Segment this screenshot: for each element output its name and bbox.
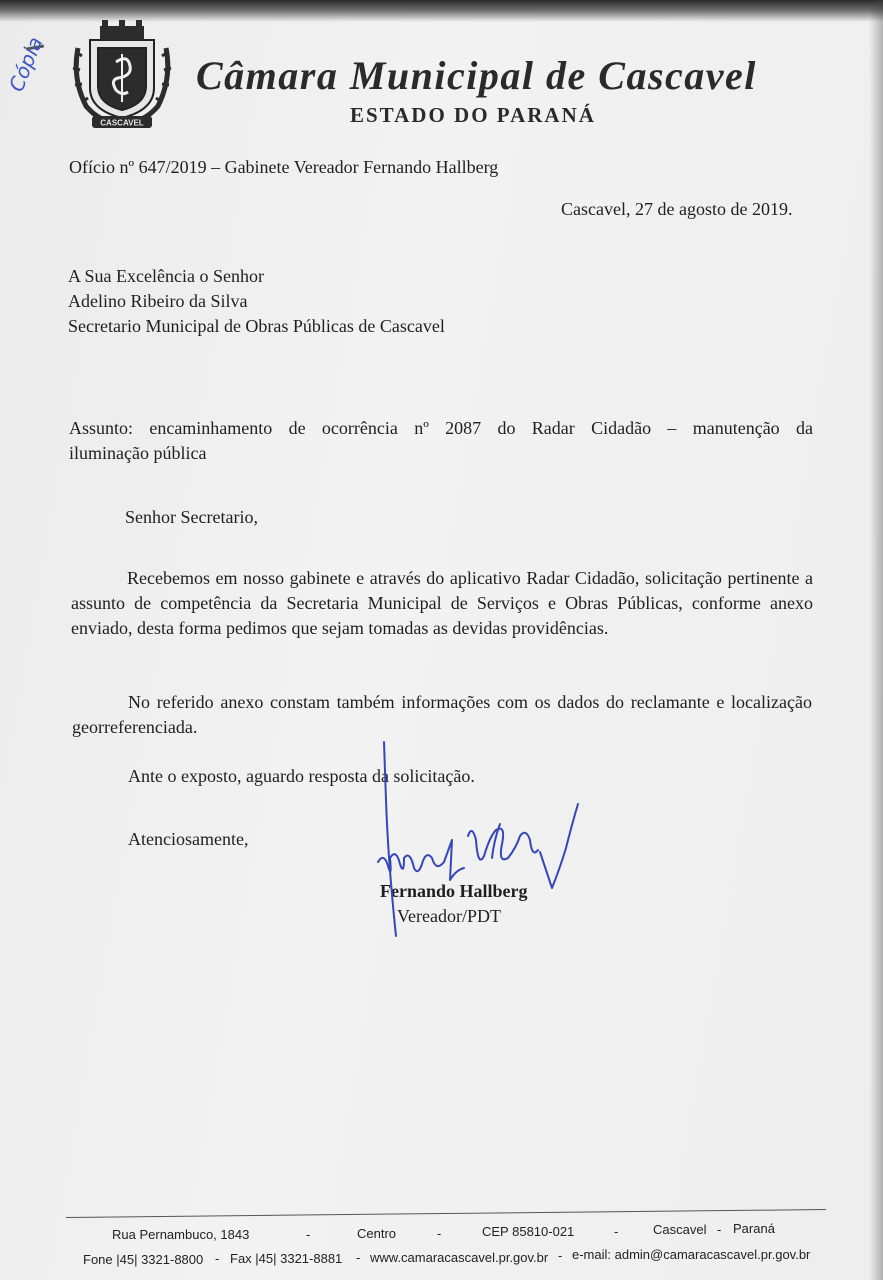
handwritten-note: Cópia xyxy=(4,33,48,95)
body-paragraph-3: Ante o exposto, aguardo resposta da solicitação. xyxy=(128,766,475,786)
footer-city: Cascavel xyxy=(653,1222,707,1237)
footer-separator: - xyxy=(717,1222,722,1237)
footer-separator: - xyxy=(614,1224,619,1239)
footer-separator: - xyxy=(437,1226,442,1241)
subject-line-1: Assunto: encaminhamento de ocorrência nº 2087 do Radar Cidadão – manutenção da xyxy=(69,418,813,438)
subject-line-2: iluminação pública xyxy=(69,443,207,463)
footer-address: Rua Pernambuco, 1843 xyxy=(112,1227,250,1242)
handwritten-signature xyxy=(360,740,600,950)
signer-title: Vereador/PDT xyxy=(397,906,501,926)
body-paragraph-2: No referido anexo constam também informações com os dados do reclamante e localização georreferenciada. xyxy=(72,692,812,737)
footer-website: www.camaracascavel.pr.gov.br xyxy=(370,1250,549,1265)
municipal-crest-icon xyxy=(70,18,174,130)
footer-separator: - xyxy=(558,1248,563,1263)
footer-divider xyxy=(66,1209,826,1218)
salutation: Senhor Secretario, xyxy=(125,507,258,527)
recipient-line-3: Secretario Municipal de Obras Públicas de Cascavel xyxy=(68,316,445,336)
footer-separator: - xyxy=(356,1250,361,1265)
crest-ribbon-text: CASCAVEL xyxy=(100,118,144,128)
letter-reference: Ofício nº 647/2019 – Gabinete Vereador Fernando Hallberg xyxy=(69,157,499,177)
letterhead-subtitle: ESTADO DO PARANÁ xyxy=(350,103,596,127)
footer-state: Paraná xyxy=(733,1221,775,1236)
footer-district: Centro xyxy=(357,1226,397,1241)
recipient-line-2: Adelino Ribeiro da Silva xyxy=(68,291,248,311)
signer-name: Fernando Hallberg xyxy=(380,881,528,901)
closing: Atenciosamente, xyxy=(128,829,249,849)
footer-cep: CEP 85810-021 xyxy=(482,1224,575,1239)
footer-separator: - xyxy=(215,1251,220,1266)
footer-phone: Fone |45| 3321-8800 xyxy=(83,1252,204,1267)
body-paragraph-1: Recebemos em nosso gabinete e através do aplicativo Radar Cidadão, solicitação pertinente a assunto de competência da Secretaria Municipal de Serviços e Obras Públicas, conforme anexo enviado, desta forma pedimos que sejam tomadas as devidas providências. xyxy=(71,568,813,638)
letterhead-title: Câmara Municipal de Cascavel xyxy=(196,53,757,98)
footer-email: e-mail: admin@camaracascavel.pr.gov.br xyxy=(572,1247,811,1262)
page-edge-shadow xyxy=(869,0,883,1280)
footer-fax: Fax |45| 3321-8881 xyxy=(230,1251,343,1266)
letter-date: Cascavel, 27 de agosto de 2019. xyxy=(561,199,793,219)
footer-separator: - xyxy=(306,1227,311,1242)
recipient-line-1: A Sua Excelência o Senhor xyxy=(68,266,264,286)
